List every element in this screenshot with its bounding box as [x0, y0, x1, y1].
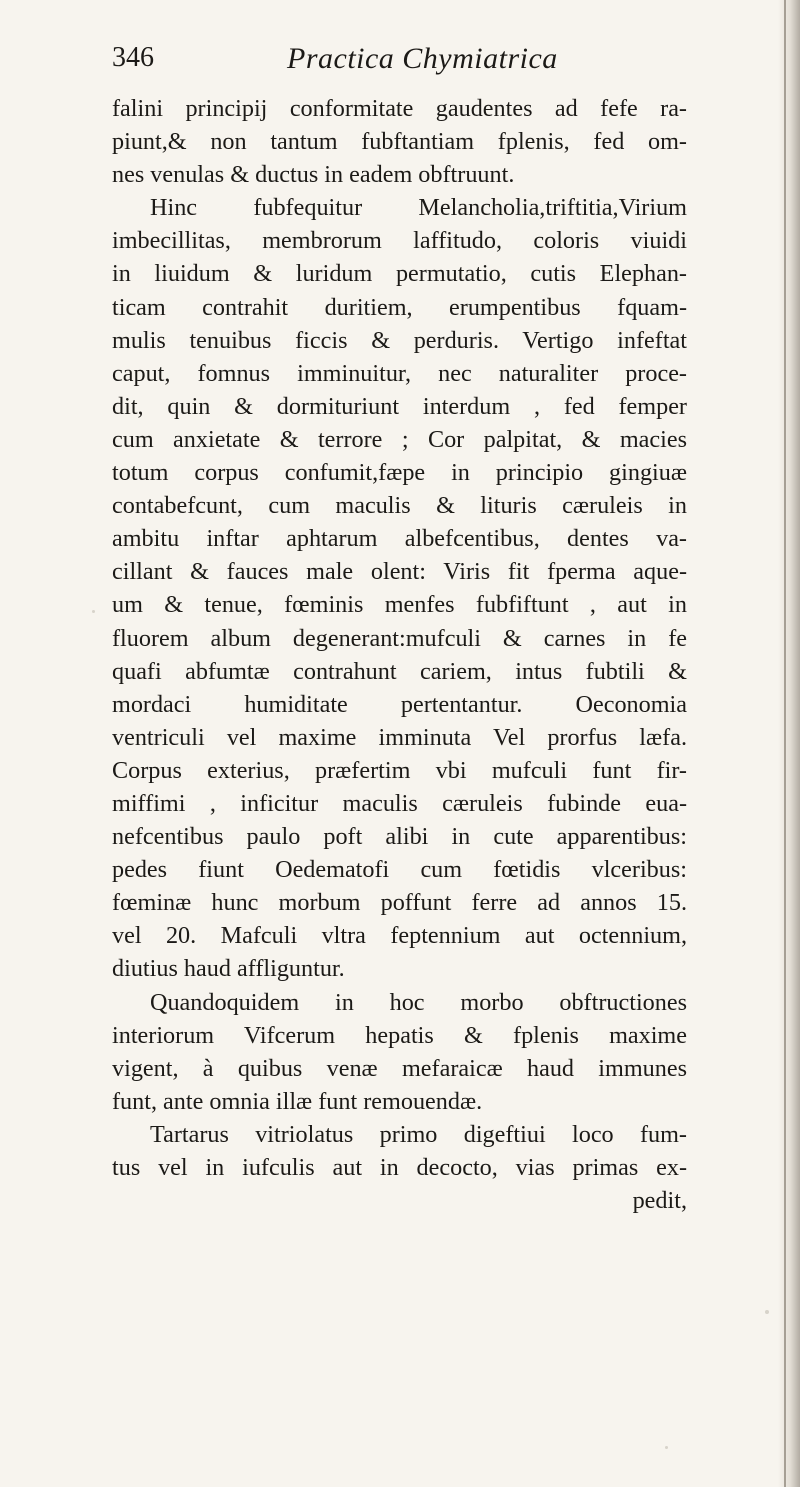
- running-title: Practica Chymiatrica: [287, 42, 558, 75]
- body-text: [112, 92, 687, 1217]
- text-line: ticam contrahit duritiem, erumpentibus fquam-: [112, 293, 687, 321]
- paper-speck: [92, 610, 95, 613]
- text-line: cum anxietate & terrore ; Cor palpitat, & macies: [112, 425, 687, 453]
- text-line: cillant & fauces male olent: Viris fit fperma aque-: [112, 558, 687, 586]
- text-line: um & tenue, fœminis menfes fubfiftunt , aut in: [112, 591, 687, 619]
- text-line: pedes fiunt Oedematofi cum fœtidis vlceribus:: [112, 856, 687, 884]
- text-line: totum corpus confumit,fæpe in principio gingiuæ: [112, 459, 687, 487]
- text-line: nes venulas & ductus in eadem obftruunt.: [112, 161, 515, 189]
- text-line: nefcentibus paulo poft alibi in cute apparentibus:: [112, 823, 687, 851]
- text-line: caput, fomnus imminuitur, nec naturaliter proce-: [112, 359, 687, 387]
- text-line: in liuidum & luridum permutatio, cutis Elephan-: [112, 260, 687, 288]
- text-line: mulis tenuibus ficcis & perduris. Vertigo infeftat: [112, 326, 687, 354]
- page-number: 346: [112, 42, 154, 73]
- text-line: imbecillitas, membrorum laffitudo, coloris viuidi: [112, 227, 687, 255]
- text-line: vel 20. Mafculi vltra feptennium aut octennium,: [112, 922, 687, 950]
- paper-speck: [665, 1446, 668, 1449]
- text-line: tus vel in iufculis aut in decocto, vias primas ex-: [112, 1154, 687, 1181]
- text-line: quafi abfumtæ contrahunt cariem, intus fubtili &: [112, 657, 687, 685]
- text-line: Quandoquidem in hoc morbo obftructiones: [150, 988, 687, 1016]
- page-edge-shadow: [778, 0, 800, 1487]
- text-line: contabefcunt, cum maculis & lituris cæruleis in: [112, 492, 687, 520]
- text-line: Corpus exterius, præfertim vbi mufculi funt fir-: [112, 756, 687, 784]
- text-line: fluorem album degenerant:mufculi & carnes in fe: [112, 624, 687, 652]
- text-line: funt, ante omnia illæ funt remouendæ.: [112, 1087, 483, 1115]
- page-header: [112, 42, 672, 90]
- text-line: miffimi , inficitur maculis cæruleis fubinde eua-: [112, 789, 687, 817]
- text-line: dit, quin & dormituriunt interdum , fed femper: [112, 392, 687, 420]
- text-line: Tartarus vitriolatus primo digeftiui loco fum-: [150, 1120, 687, 1148]
- text-line: interiorum Vifcerum hepatis & fplenis maxime: [112, 1021, 687, 1049]
- text-line: ambitu inftar aphtarum albefcentibus, dentes va-: [112, 525, 687, 553]
- page-edge-line: [784, 0, 786, 1487]
- text-line: vigent, à quibus venæ mefaraicæ haud immunes: [112, 1054, 687, 1082]
- text-line: falini principij conformitate gaudentes ad fefe ra-: [112, 95, 687, 122]
- text-line: Hinc fubfequitur Melancholia,triftitia,Virium: [150, 194, 687, 222]
- text-line: piunt,& non tantum fubftantiam fplenis, fed om-: [112, 128, 687, 156]
- text-line: ventriculi vel maxime imminuta Vel prorfus læfa.: [112, 723, 687, 751]
- paper-speck: [765, 1310, 769, 1314]
- text-line: diutius haud affliguntur.: [112, 955, 345, 983]
- text-line: fœminæ hunc morbum poffunt ferre ad annos 15.: [112, 889, 687, 917]
- text-line: mordaci humiditate pertentantur. Oeconomia: [112, 690, 687, 718]
- catchword: pedit,: [632, 1187, 687, 1215]
